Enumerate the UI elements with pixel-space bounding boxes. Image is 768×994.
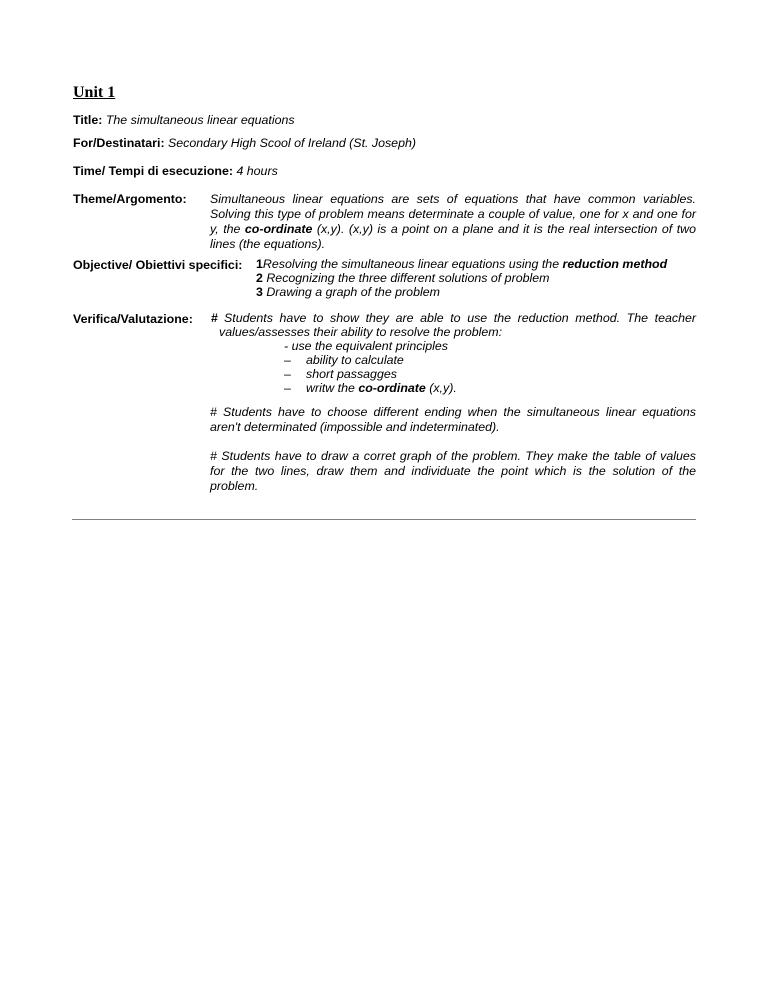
time-label: Time/ Tempi di esecuzione: [73, 164, 233, 178]
co-ordinate-bold: co-ordinate [358, 381, 426, 395]
objective-item-2: 2 Recognizing the three different solutions of problem [256, 271, 550, 285]
verifica-label: Verifica/Valutazione: [73, 312, 193, 326]
objective-item-1: 1Resolving the simultaneous linear equations using the reduction method [256, 257, 668, 271]
theme-label: Theme/Argomento: [73, 192, 187, 206]
title-label: Title: [73, 113, 103, 127]
bullet-2: short passagges [306, 367, 397, 381]
bullet-dash-1: – [284, 353, 291, 367]
bullet-dash-2: – [284, 367, 291, 381]
objective-label: Objective/ Obiettivi specifici: [73, 258, 243, 272]
title-value: The simultaneous linear equations [105, 113, 295, 127]
title-line [73, 112, 295, 128]
objective-label-line [73, 257, 242, 273]
time-line [73, 163, 278, 179]
bullet-dash-3: – [284, 381, 291, 395]
verifica-line-1: # [211, 311, 218, 325]
bullet-1: ability to calculate [306, 353, 404, 367]
verifica-label-line [73, 311, 193, 327]
bullet-3: writw the co-ordinate (x,y). [306, 381, 457, 395]
horizontal-rule [72, 519, 696, 520]
verifica-line-1-text: Students have to show they are able to use the reduction method. The teacher [224, 311, 696, 325]
verifica-sub-intro: - use the equivalent principles [284, 339, 448, 353]
reduction-method-bold: reduction method [562, 257, 668, 271]
verifica-para-2: # Students have to choose different ending when the simultaneous linear equations aren't determinated (impossible and indeterminated). [210, 405, 696, 434]
for-line [73, 135, 416, 151]
verifica-line-2: values/assesses their ability to resolve the problem: [219, 325, 503, 339]
verifica-para-3: # Students have to draw a corret graph of the problem. They make the table of values for the two lines, draw them and individuate the point which is the solution of the problem. [210, 449, 696, 493]
theme-label-line [73, 191, 187, 207]
for-value: Secondary High Scool of Ireland (St. Joseph) [168, 136, 416, 150]
objective-item-3: 3 Drawing a graph of the problem [256, 285, 440, 299]
theme-bold-term: co-ordinate [244, 222, 313, 236]
unit-heading: Unit 1 [73, 84, 116, 101]
for-label: For/Destinatari: [73, 136, 165, 150]
theme-text: Simultaneous linear equations are sets of equations that have common variables. Solving this type of problem means determinate a couple of value, one for x and one for y, the co-ordinate (x,y). (x,y) is a point on a plane and it is the real intersection of two lines (the equations). [210, 192, 697, 251]
time-value: 4 hours [236, 164, 278, 178]
